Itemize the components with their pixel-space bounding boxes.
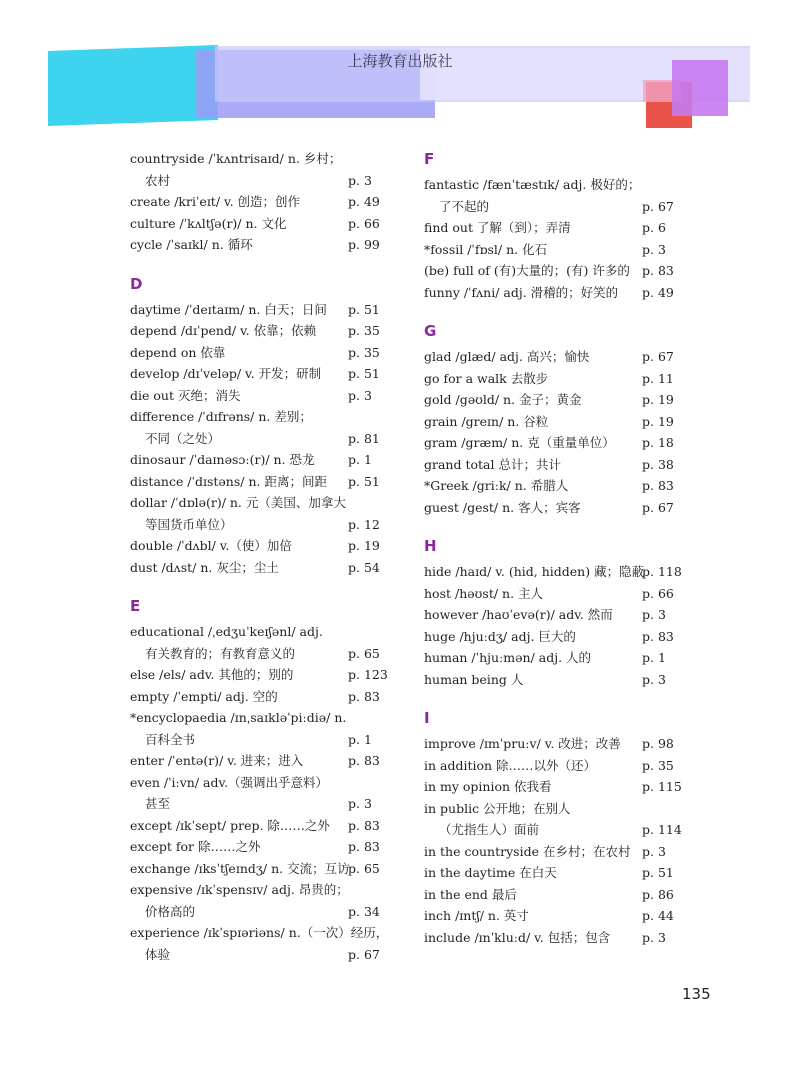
entry-page-ref: p. 3 [642,843,666,859]
entry-page-ref: p. 54 [348,559,380,575]
entry-page-ref: p. 83 [642,263,674,278]
glossary-entry-line [130,535,380,557]
glossary-entry-line [130,729,380,751]
entry-text: distance /ˈdɪstəns/ n. 距离；间距 [130,473,327,489]
entry-text: (be) full of (有)大量的；(有) 许多的 [424,263,630,278]
entry-text: cycle /ˈsaɪkl/ n. 循环 [130,237,253,252]
entry-text: *Greek /griːk/ n. 希腊人 [424,478,569,493]
entry-page-ref: p. 1 [348,452,372,467]
glossary-entry-line [130,772,380,794]
glossary-entry-line [424,368,674,390]
entry-text: even /ˈiːvn/ adv.（强调出乎意料） [130,774,329,790]
entry-page-ref: p. 49 [642,284,674,300]
section-letter: F [424,150,435,168]
glossary-entry-line [130,901,380,923]
entry-page-ref: p. 49 [348,194,380,209]
entry-text: except for 除……之外 [130,839,261,854]
entry-page-ref: p. 19 [348,538,380,553]
glossary-entry-line [424,174,674,196]
glossary-entry-line [424,217,674,239]
glossary-entry-line [130,320,380,342]
glossary-entry-line [130,234,380,256]
banner-purple-square [672,60,728,116]
entry-text: *fossil /ˈfɒsl/ n. 化石 [424,241,548,257]
entry-page-ref: p. 66 [642,585,674,601]
glossary-entry-line [130,363,380,385]
glossary-entry-line [130,514,380,536]
glossary-entry-line [424,282,674,304]
entry-text: else /els/ adv. 其他的；别的 [130,667,294,682]
glossary-entry-line [424,260,674,282]
entry-text: 不同（之处） [145,430,221,446]
entry-text: funny /ˈfʌni/ adj. 滑稽的；好笑的 [424,284,619,300]
glossary-entry-line [130,170,380,192]
entry-page-ref: p. 98 [642,736,674,751]
entry-page-ref: p. 51 [348,301,380,317]
entry-text: human /ˈhjuːmən/ adj. 人的 [424,650,592,665]
glossary-entry-line [130,944,380,966]
entry-text: however /haʊˈevə(r)/ adv. 然而 [424,607,613,622]
glossary-entry-line [424,819,682,841]
entry-text: grain /greɪn/ n. 谷粒 [424,413,549,429]
entry-text: depend /dɪˈpend/ v. 依靠；依赖 [130,323,317,338]
glossary-entry-line [424,432,674,454]
glossary-entry-line [130,557,380,579]
entry-text: experience /ɪkˈspɪəriəns/ n.（一次）经历， [130,925,389,940]
glossary-entry-line [424,862,674,884]
entry-text: human being 人 [424,671,524,687]
glossary-section [130,273,380,579]
glossary-entry-line [424,389,674,411]
glossary-left-column [130,148,389,982]
entry-text: hide /haɪd/ v. (hid, hidden) 藏；隐蔽 [424,564,645,579]
glossary-section [424,320,674,518]
entry-text: 有关教育的；有教育意义的 [145,645,296,661]
entry-text: expensive /ɪkˈspensɪv/ adj. 昂贵的； [130,882,349,897]
entry-page-ref: p. 115 [642,779,682,794]
glossary-section [130,595,389,965]
banner-cyan-shape [48,45,218,126]
entry-text: except /ɪkˈsept/ prep. 除……之外 [130,817,330,833]
glossary-entry-line [424,497,674,519]
entry-page-ref: p. 99 [348,237,380,252]
entry-page-ref: p. 118 [642,564,682,579]
glossary-entry-line [424,604,674,626]
glossary-entry-line [424,561,682,583]
entry-text: find out 了解（到）；弄清 [424,220,571,235]
entry-page-ref: p. 12 [348,516,380,532]
entry-text: gold /gəʊld/ n. 金子；黄金 [424,392,582,407]
entry-page-ref: p. 18 [642,435,674,450]
entry-text: 体验 [145,946,171,962]
entry-text: guest /gest/ n. 客人；宾客 [424,499,581,515]
entry-text: die out 灭绝；消失 [130,387,241,403]
entry-page-ref: p. 3 [642,607,666,622]
entry-page-ref: p. 67 [642,499,674,515]
glossary-entry-line [424,841,674,863]
glossary-entry-line [130,191,380,213]
entry-text: 等国货币单位） [145,516,233,532]
entry-text: create /kriˈeɪt/ v. 创造；创作 [130,194,301,209]
entry-text: in the end 最后 [424,886,517,902]
glossary-entry-line [424,411,674,433]
entry-page-ref: p. 51 [642,865,674,880]
entry-text: 了不起的 [439,198,490,214]
entry-page-ref: p. 83 [348,817,380,833]
entry-page-ref: p. 86 [642,886,674,902]
entry-page-ref: p. 35 [348,344,380,360]
glossary-section [424,148,674,303]
glossary-entry-line [130,750,380,772]
entry-text: 价格高的 [145,903,196,919]
entry-text: develop /dɪˈveləp/ v. 开发；研制 [130,366,322,381]
entry-page-ref: p. 6 [642,220,666,235]
section-letter: H [424,537,437,555]
glossary-entry-line [424,927,674,949]
entry-page-ref: p. 83 [642,478,674,493]
publisher-name: 上海教育出版社 [347,52,453,70]
entry-text: in my opinion 依我看 [424,779,552,794]
entry-text: enter /ˈentə(r)/ v. 进来；进入 [130,753,304,768]
glossary-entry-line [130,471,380,493]
entry-text: huge /hjuːdʒ/ adj. 巨大的 [424,628,576,644]
entry-text: difference /ˈdɪfrəns/ n. 差别； [130,409,312,424]
glossary-entry-line [130,213,380,235]
entry-page-ref: p. 51 [348,366,380,381]
entry-text: （尤指生人）面前 [439,822,540,837]
entry-page-ref: p. 83 [348,688,380,704]
section-letter: D [130,274,143,293]
entry-text: glad /glæd/ adj. 高兴；愉快 [424,349,590,364]
entry-text: 百科全书 [145,731,196,747]
entry-page-ref: p. 35 [642,757,674,773]
glossary-entry-line [130,815,380,837]
entry-page-ref: p. 81 [348,430,380,446]
glossary-entry-line [130,299,380,321]
entry-page-ref: p. 44 [642,908,674,923]
glossary-entry-line [424,583,674,605]
glossary-entry-line [130,858,380,880]
entry-text: inch /ɪntʃ/ n. 英寸 [424,908,529,923]
entry-text: in public 公开地；在别人 [424,800,571,816]
glossary-right-column [424,148,682,965]
entry-text: double /ˈdʌbl/ v.（使）加倍 [130,538,292,553]
entry-text: countryside /ˈkʌntrisaɪd/ n. 乡村； [130,151,342,166]
entry-page-ref: p. 3 [642,241,666,257]
entry-page-ref: p. 3 [348,796,372,811]
glossary-section [130,148,380,256]
entry-page-ref: p. 35 [348,323,380,338]
glossary-entry-line [424,475,674,497]
entry-page-ref: p. 83 [642,628,674,644]
entry-text: 农村 [145,172,171,188]
entry-text: host /həʊst/ n. 主人 [424,585,544,601]
entry-page-ref: p. 67 [642,349,674,364]
glossary-entry-line [424,196,674,218]
glossary-entry-line [130,621,380,643]
entry-text: in the daytime 在白天 [424,865,557,880]
entry-text: dollar /ˈdɒlə(r)/ n. 元（美国、加拿大 [130,495,346,510]
entry-text: include /ɪnˈkluːd/ v. 包括；包含 [424,929,611,945]
section-letter: G [424,322,437,340]
glossary-entry-line [130,922,389,944]
glossary-entry-line [130,492,380,514]
glossary-entry-line [130,148,380,170]
entry-text: dust /dʌst/ n. 灰尘；尘土 [130,559,279,575]
entry-text: exchange /ɪksˈtʃeɪndʒ/ n. 交流；互访 [130,860,350,876]
glossary-entry-line [424,647,674,669]
glossary-entry-line [424,669,674,691]
page-header-banner [0,0,800,140]
entry-text: 甚至 [145,796,171,811]
glossary-section [424,535,682,690]
section-letter: E [130,597,141,615]
entry-page-ref: p. 83 [348,839,380,854]
entry-text: culture /ˈkʌltʃə(r)/ n. 文化 [130,215,287,231]
glossary-entry-line [424,776,682,798]
glossary-entry-line [424,239,674,261]
entry-text: gram /græm/ n. 克（重量单位） [424,435,615,450]
entry-text: in the countryside 在乡村；在农村 [424,843,631,859]
entry-text: go for a walk 去散步 [424,370,549,386]
glossary-entry-line [130,686,380,708]
entry-text: *encyclopaedia /ɪnˌsaɪkləˈpiːdiə/ n. [130,710,347,725]
entry-text: fantastic /fænˈtæstɪk/ adj. 极好的； [424,177,641,192]
glossary-entry-line [424,798,674,820]
entry-text: improve /ɪmˈpruːv/ v. 改进；改善 [424,736,621,751]
entry-page-ref: p. 123 [348,667,388,682]
entry-text: depend on 依靠 [130,344,226,360]
glossary-entry-line [424,755,674,777]
glossary-entry-line [130,342,380,364]
section-letter: I [424,709,430,727]
entry-page-ref: p. 3 [642,929,666,945]
glossary-entry-line [130,406,380,428]
entry-page-ref: p. 38 [642,456,674,472]
glossary-entry-line [130,879,380,901]
glossary-entry-line [130,664,388,686]
entry-page-ref: p. 1 [348,731,372,747]
entry-text: empty /ˈempti/ adj. 空的 [130,688,278,704]
glossary-entry-line [424,905,674,927]
entry-page-ref: p. 3 [348,172,372,188]
entry-page-ref: p. 67 [642,198,674,214]
entry-page-ref: p. 66 [348,215,380,231]
glossary-entry-line [130,643,380,665]
entry-page-ref: p. 83 [348,753,380,768]
glossary-entry-line [130,707,380,729]
entry-page-ref: p. 1 [642,650,666,665]
entry-text: dinosaur /ˈdaɪnəsɔː(r)/ n. 恐龙 [130,452,315,467]
glossary-entry-line [130,428,380,450]
glossary-entry-line [424,346,674,368]
glossary-entry-line [130,449,380,471]
entry-text: in addition 除……以外（还） [424,757,597,773]
entry-page-ref: p. 34 [348,903,380,919]
entry-page-ref: p. 3 [348,387,372,403]
entry-text: educational /ˌedʒuˈkeɪʃənl/ adj. [130,624,323,639]
entry-text: grand total 总计；共计 [424,456,561,472]
entry-page-ref: p. 51 [348,473,380,489]
entry-page-ref: p. 67 [348,946,380,962]
entry-page-ref: p. 3 [642,671,666,687]
entry-page-ref: p. 19 [642,413,674,429]
glossary-entry-line [130,836,380,858]
glossary-entry-line [130,385,380,407]
glossary-entry-line [424,733,674,755]
glossary-entry-line [424,454,674,476]
glossary-entry-line [424,626,674,648]
entry-page-ref: p. 65 [348,645,380,661]
entry-page-ref: p. 11 [642,370,674,386]
entry-page-ref: p. 19 [642,392,674,407]
entry-page-ref: p. 114 [642,822,682,837]
glossary-entry-line [424,884,674,906]
glossary-section [424,707,682,948]
glossary-entry-line [130,793,380,815]
page-number: 135 [682,985,711,1003]
entry-text: daytime /ˈdeɪtaɪm/ n. 白天；日间 [130,301,327,317]
entry-page-ref: p. 65 [348,860,380,876]
